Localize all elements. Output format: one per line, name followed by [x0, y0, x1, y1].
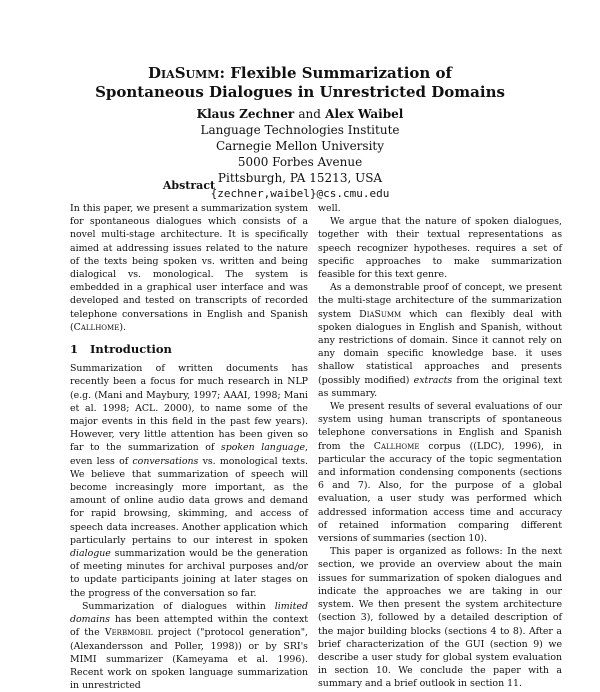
continued-text: well.: [318, 203, 341, 214]
intro-paragraph-5: We present results of several evaluations of our system using human transcripts of spontaneous telephone conversations in English and Spanish from the Callhome corpus ((LDC), 1996), in particular the accuracy of the topic segmentation and information condensing components (sections 6 and 7). Also, for the purpose of a global evaluation, a user study was performed which addressed information access time and accuracy of retained information comparing different versions of summaries (section 10).: [318, 401, 562, 545]
intro-paragraph-1: Summarization of written documents has recently been a focus for much research in NLP (e.g. (Mani and Maybury, 1997; AAAI, 1998; Mani et al. 1998; ACL. 2000), to name some of the major events in this field in the past few years). However, very little attention has been given so far to the summarization of spoken language, even less of conversations vs. monological texts. We believe that summarization of speech will become increasingly more important, as the amount of online audio data grows and demand for rapid browsing, skimming, and access of speech data increases. Another application which particularly pertains to our interest in spoken dialogue summarization would be the generation of meeting minutes for archival purposes and/or to update participants joining at later stages on the progress of the conversation so far.: [70, 363, 308, 599]
title-line-1: DiaSumm: Flexible Summarization of: [148, 64, 452, 82]
section-heading-introduction: 1 Introduction: [70, 342, 172, 357]
intro-paragraph-4: As a demonstrable proof of concept, we present the multi-stage architecture of the summarization system DiaSumm which can flexibly deal with spoken dialogues in English and Spanish, without any restrictions of domain. Since it cannot rely on any domain specific knowledge base. it uses shallow statistical approaches and presents (possibly modified) extracts from the original text as summary.: [318, 282, 562, 399]
intro-paragraph-2: Summarization of dialogues within limited domains has been attempted within the context of the Verbmobil project ("protocol generation", (Alexandersson and Poller, 1998)) or by SRI's MIMI summarizer (Kameyama et al. 1996). Recent work on spoken language summarization in unrestricted: [70, 600, 308, 692]
affiliation-institute: Language Technologies Institute: [200, 123, 400, 137]
affiliation-university: Carnegie Mellon University: [215, 139, 385, 153]
abstract-heading: Abstract: [162, 179, 216, 192]
affiliation-city: Pittsburgh, PA 15213, USA: [217, 171, 383, 185]
intro-paragraph-6: This paper is organized as follows: In the next section, we provide an overview about the main issues for summarization of spoken dialogues and indicate the approaches we are taking in our system. We then present the system architecture (section 3), followed by a detailed description of the major building blocks (sections 4 to 8). After a brief characterization of the GUI (section 9) we describe a user study for global system evaluation in section 10. We conclude the paper with a summary and a brief outlook in section 11.: [318, 546, 562, 690]
left-column: [70, 202, 308, 692]
paper-title: [0, 64, 600, 102]
author-1: Klaus Zechner: [196, 107, 295, 121]
author-2: Alex Waibel: [325, 107, 404, 121]
abstract-text: In this paper, we present a summarization system for spontaneous dialogues which consists of a novel multi-stage architecture. It is specifically aimed at addressing issues related to the nature of the texts being spoken vs. written and being dialogical vs. monological. The system is embedded in a graphical user interface and was developed and tested on transcripts of recorded telephone conversations in English and Spanish (Callhome).: [70, 203, 308, 333]
affiliation-street: 5000 Forbes Avenue: [237, 155, 363, 169]
intro-paragraph-3: We argue that the nature of spoken dialogues, together with their textual representations as speech recognizer hypotheses. requires a set of specific approaches to make summarization feasible for this text genre.: [318, 216, 562, 281]
right-column: [318, 202, 562, 691]
title-line-2: Spontaneous Dialogues in Unrestricted Domains: [95, 83, 505, 101]
author-email: {zechner,waibel}@cs.cmu.edu: [210, 187, 390, 200]
author-names: Klaus Zechner and Alex Waibel: [196, 107, 404, 121]
system-name: DiaSumm: [148, 64, 220, 82]
